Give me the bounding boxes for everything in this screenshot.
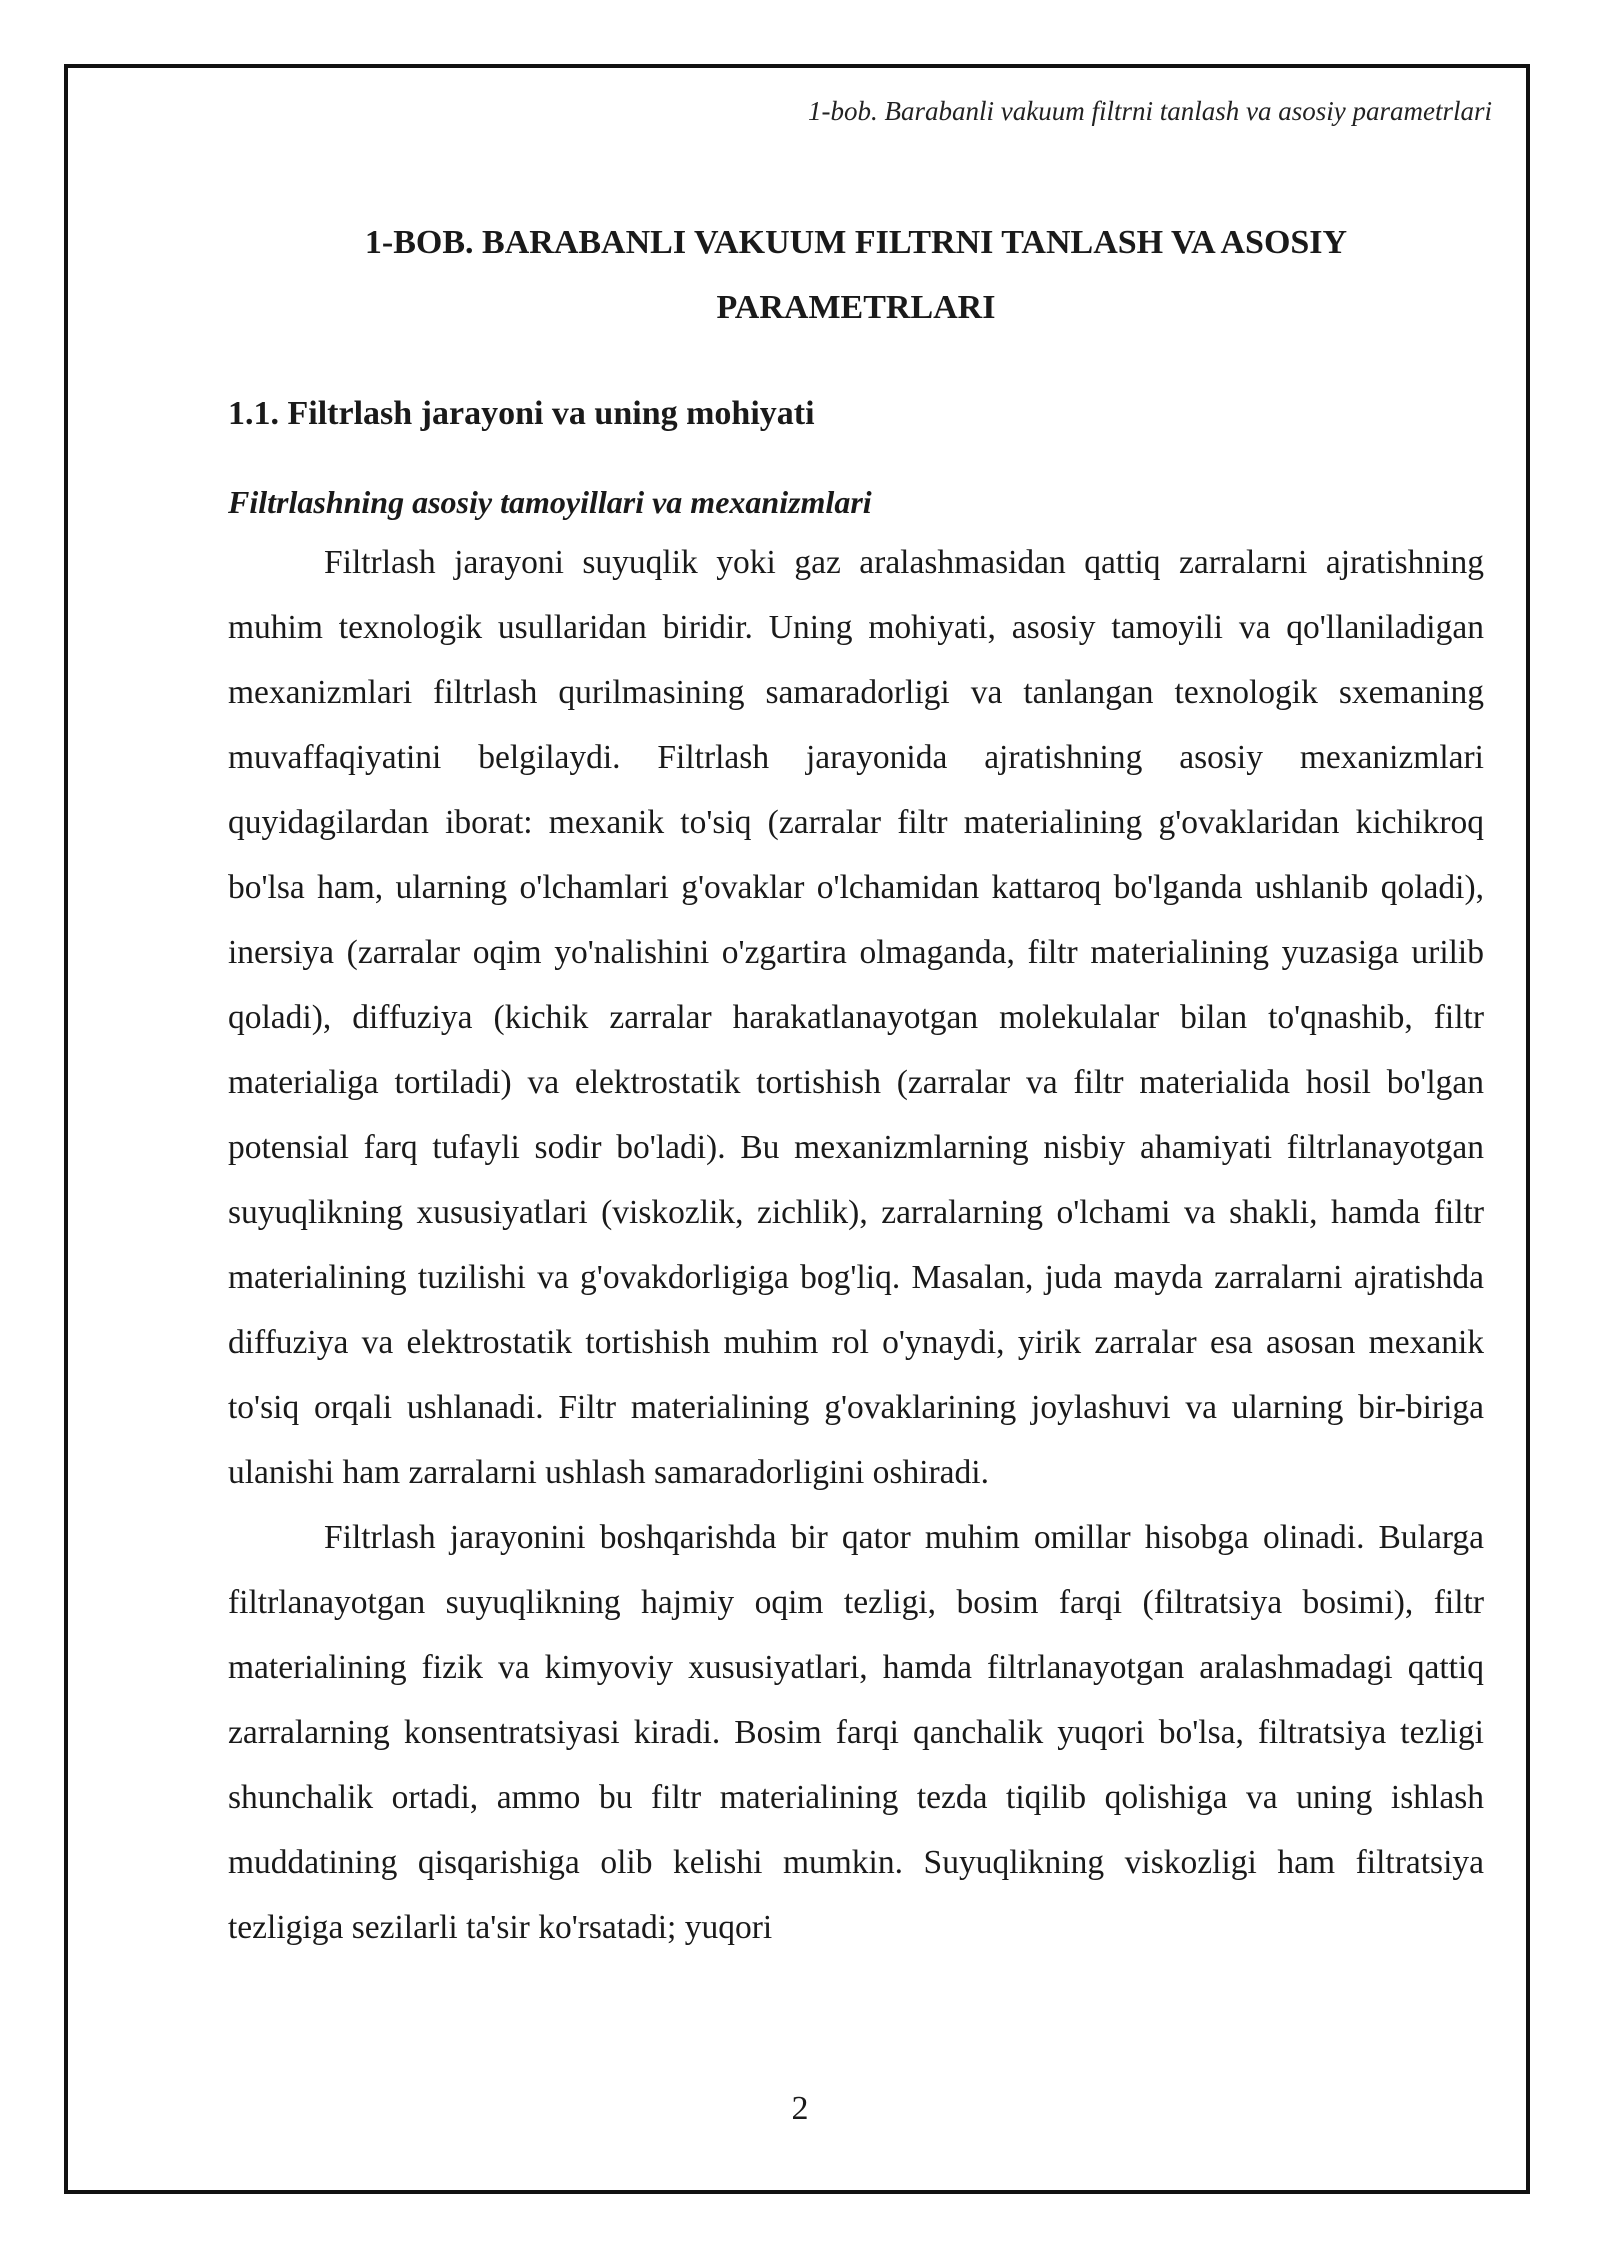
subsection-title: Filtrlashning asosiy tamoyillari va mexanizmlari xyxy=(228,484,872,520)
section-title: 1.1. Filtrlash jarayoni va uning mohiyati xyxy=(228,395,815,432)
running-header: 1-bob. Barabanli vakuum filtrni tanlash va asosiy parametrlari xyxy=(808,96,1492,126)
document-body xyxy=(228,210,1484,1960)
paragraph: Filtrlash jarayonini boshqarishda bir qator muhim omillar hisobga olinadi. Bularga filtrlanayotgan suyuqlikning hajmiy oqim tezligi, bosim farqi (filtratsiya bosimi), filtr materialining fizik va kimyoviy xususiyatlari, hamda filtrlanayotgan aralashmadagi qattiq zarralarning konsentratsiyasi kiradi. Bosim farqi qanchalik yuqori bo'lsa, filtratsiya tezligi shunchalik ortadi, ammo bu filtr materialining tezda tiqilib qolishiga va uning ishlash muddatining qisqarishiga olib kelishi mumkin. Suyuqlikning viskozligi ham filtratsiya tezligiga sezilarli ta'sir ko'rsatadi; yuqori xyxy=(228,1519,1484,1946)
paragraph: Filtrlash jarayoni suyuqlik yoki gaz aralashmasidan qattiq zarralarni ajratishning muhim texnologik usullaridan biridir. Uning mohiyati, asosiy tamoyili va qo'llaniladigan mexanizmlari filtrlash qurilmasining samaradorligi va tanlangan texnologik sxemaning muvaffaqiyatini belgilaydi. Filtrlash jarayonida ajratishning asosiy mexanizmlari quyidagilardan iborat: mexanik to'siq (zarralar filtr materialining g'ovaklaridan kichikroq bo'lsa ham, ularning o'lchamlari g'ovaklar o'lchamidan kattaroq bo'lganda ushlanib qoladi), inersiya (zarralar oqim yo'nalishini o'zgartira olmaganda, filtr materialining yuzasiga urilib qoladi), diffuziya (kichik zarralar harakatlanayotgan molekulalar bilan to'qnashib, filtr materialiga tortiladi) va elektrostatik tortishish (zarralar va filtr materialida hosil bo'lgan potensial farq tufayli sodir bo'ladi). Bu mexanizmlarning nisbiy ahamiyati filtrlanayotgan suyuqlikning xususiyatlari (viskozlik, zichlik), zarralarning o'lchami va shakli, hamda filtr materialining tuzilishi va g'ovakdorligiga bog'liq. Masalan, juda mayda zarralarni ajratishda diffuziya va elektrostatik tortishish muhim rol o'ynaydi, yirik zarralar esa asosan mexanik to'siq orqali ushlanadi. Filtr materialining g'ovaklarining joylashuvi va ularning bir-biriga ulanishi ham zarralarni ushlash samaradorligini oshiradi. xyxy=(228,544,1484,1491)
chapter-title: 1-BOB. BARABANLI VAKUUM FILTRNI TANLASH VA ASOSIY PARAMETRLARI xyxy=(364,224,1348,326)
page-number: 2 xyxy=(791,2090,809,2127)
